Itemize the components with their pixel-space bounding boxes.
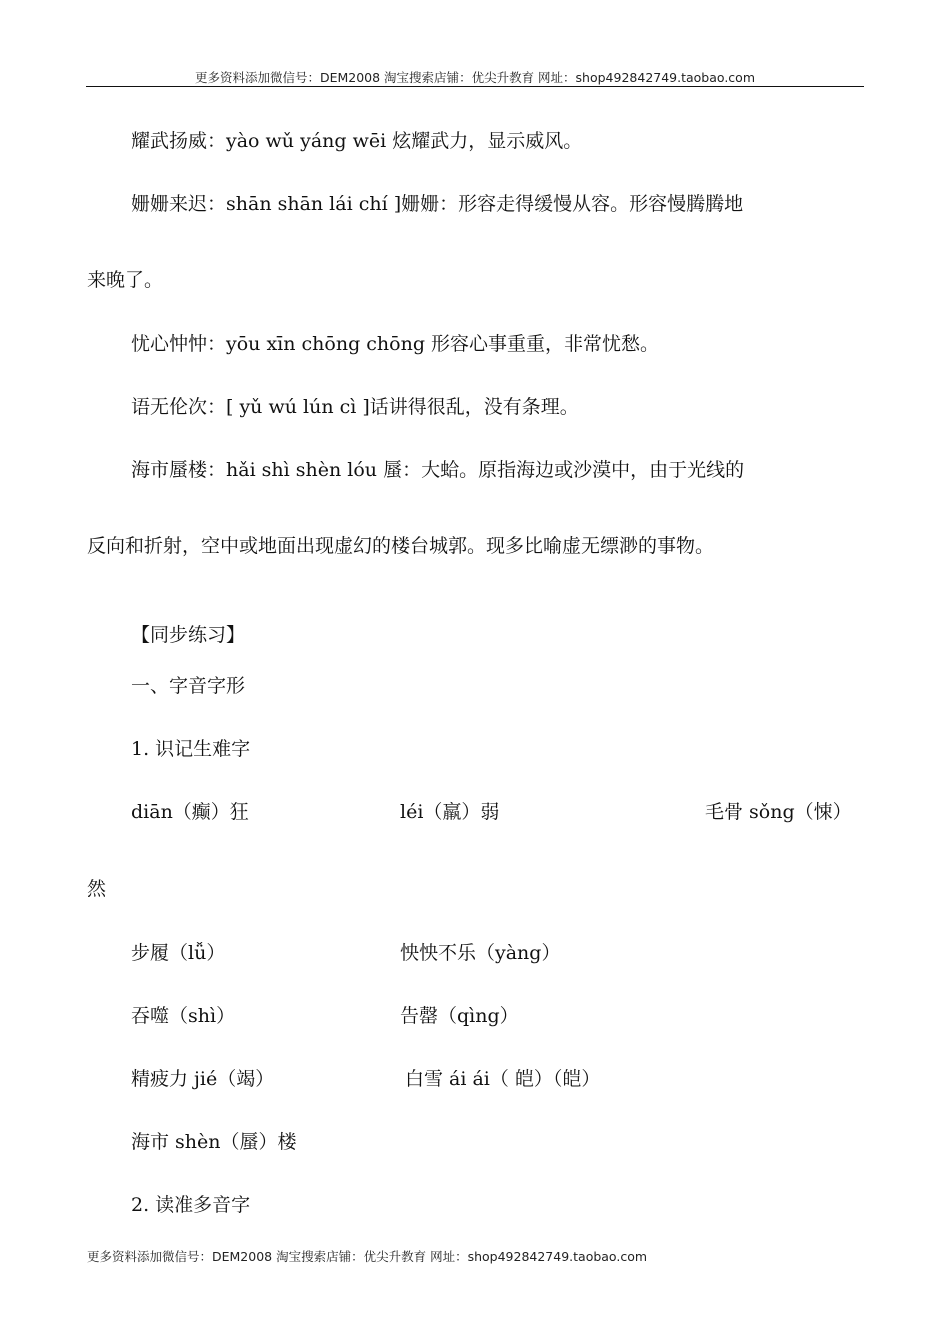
word-lei-ruo: léi（羸）弱	[400, 801, 500, 823]
idiom-shanshan-line2: 来晚了。	[87, 269, 164, 291]
idiom-haishi-line1: 海市蜃楼：hǎi shì shèn lóu 蜃：大蛤。原指海边或沙漠中，由于光线的	[131, 459, 745, 481]
word-maogu-song: 毛骨 sǒng（悚）	[705, 801, 852, 823]
section-title: 【同步练习】	[131, 624, 246, 646]
exercise-item-2: 2. 读准多音字	[131, 1194, 251, 1216]
idiom-yuwu: 语无伦次：[ yǔ wú lún cì ]话讲得很乱，没有条理。	[131, 396, 579, 418]
idiom-yaowu: 耀武扬威：yào wǔ yáng wēi 炫耀武力，显示威风。	[131, 130, 583, 152]
word-dian-kuang: diān（癫）狂	[131, 801, 249, 823]
word-gaoqing: 告罄（qìng）	[400, 1005, 519, 1027]
word-baixue: 白雪 ái ái（ 皑）（皑）	[405, 1068, 601, 1090]
word-haishi: 海市 shèn（蜃）楼	[131, 1131, 297, 1153]
word-bulv: 步履（lǚ）	[131, 942, 226, 964]
word-jingpi: 精疲力 jié（竭）	[131, 1068, 275, 1090]
idiom-shanshan-line1: 姗姗来迟：shān shān lái chí ]姗姗：形容走得缓慢从容。形容慢腾腾地	[131, 193, 744, 215]
exercise-item-1: 1. 识记生难字	[131, 738, 251, 760]
page-footer: 更多资料添加微信号：DEM2008 淘宝搜索店铺：优尖升教育 网址：shop492842749.taobao.com	[87, 1249, 648, 1264]
header-divider	[86, 86, 864, 87]
word-tunshi: 吞噬（shì）	[131, 1005, 236, 1027]
word-maogu-song-cont: 然	[87, 878, 107, 900]
page-header: 更多资料添加微信号：DEM2008 淘宝搜索店铺：优尖升教育 网址：shop492842749.taobao.com	[194, 70, 756, 85]
idiom-youxin: 忧心忡忡：yōu xīn chōng chōng 形容心事重重，非常忧愁。	[131, 333, 660, 355]
subsection-heading: 一、字音字形	[131, 675, 246, 697]
idiom-haishi-line2: 反向和折射，空中或地面出现虚幻的楼台城郭。现多比喻虚无缥渺的事物。	[87, 535, 715, 557]
word-yangyang: 怏怏不乐（yàng）	[400, 942, 561, 964]
